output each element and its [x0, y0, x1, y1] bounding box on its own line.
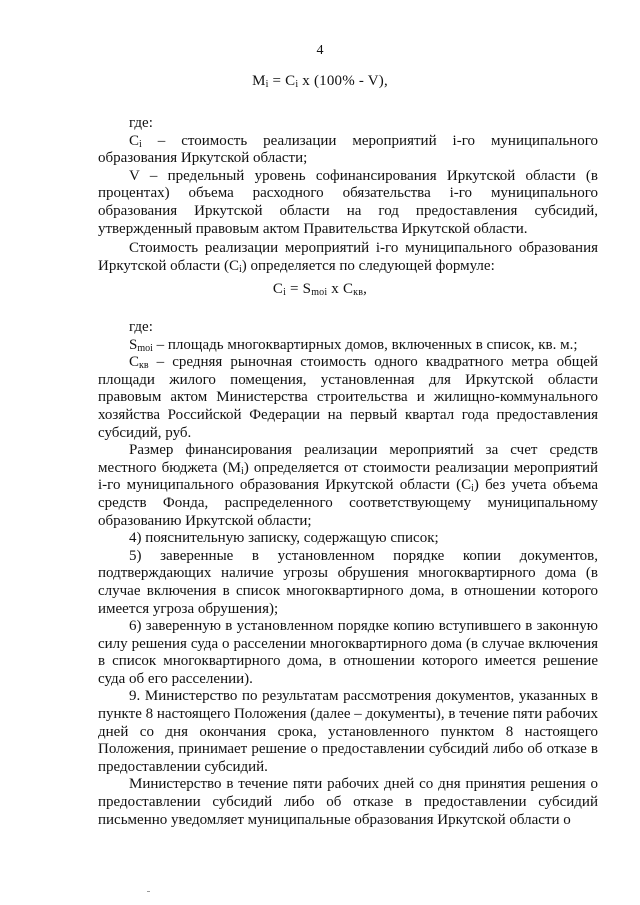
- definition-ci: [98, 133, 598, 168]
- formula-ci-lhs-sub: i: [283, 287, 287, 298]
- funding-sub-1: i: [241, 465, 244, 477]
- funding-text-3: ) без учета объема средств Фонда, распределенного соответствующему муниципальному образованию Иркутской области;: [98, 477, 598, 529]
- list-item-5: 5) заверенные в установленном порядке копии документов, подтверждающих наличие угрозы обрушения многоквартирного дома (в случае включения в список многоквартирного дома, в отношении которого имеется угроза обрушения);: [98, 547, 598, 617]
- definition-ci-symbol: C: [129, 132, 140, 149]
- where-block-1: [98, 115, 598, 275]
- formula-ci: [0, 281, 640, 298]
- definition-smoi-symbol: S: [129, 336, 138, 353]
- formula-ci-eq-sub: moi: [311, 287, 328, 298]
- definition-ci-text: – стоимость реализации мероприятий i-го муниципального образования Иркутской области;: [98, 132, 598, 167]
- formula-mi-lhs: M: [252, 73, 266, 89]
- formula-mi-eq-sub: i: [295, 79, 299, 90]
- where-label-1: где:: [129, 115, 153, 131]
- funding-paragraph: [98, 442, 598, 530]
- definition-ckv-sub: кв: [139, 360, 149, 372]
- formula-ci-mid-sub: кв: [353, 287, 364, 298]
- formula-ci-eq: = S: [286, 281, 312, 297]
- formula-mi-eq: = C: [268, 73, 296, 89]
- formula-mi-lhs-sub: i: [265, 79, 269, 90]
- paragraph-9: 9. Министерство по результатам рассмотрения документов, указанных в пункте 8 настоящего Положения (далее – документы), в течение пяти рабочих дней со дня окончания срока, установленного пунктом 8 настоящего Положения, принимает решение о предоставлении субсидий либо об отказе в предоставлении субсидий.: [98, 688, 598, 775]
- funding-text-1: Размер финансирования реализации мероприятий за счет средств местного бюджета (M: [98, 442, 598, 476]
- formula-ci-end: ,: [363, 281, 368, 297]
- where-label-2: где:: [129, 319, 153, 335]
- list-item-6: 6) заверенную в установленном порядке копию вступившего в законную силу решения суда о расселении многоквартирного дома (в случае включения в список многоквартирного дома, в отношении которого имеется решение суда об его расселении).: [98, 618, 598, 687]
- funding-sub-2: i: [471, 483, 474, 495]
- formula-mi: [0, 73, 640, 90]
- formula-ci-mid: x C: [327, 281, 354, 297]
- main-body: [98, 319, 598, 829]
- cost-paragraph-before: Стоимость реализации мероприятий i-го муниципального образования Иркутской области (C: [98, 240, 598, 274]
- formula-ci-lhs: C: [272, 281, 284, 297]
- definition-ci-sub: i: [139, 138, 142, 150]
- definition-v: V – предельный уровень софинансирования Иркутской области (в процентах) объема расходного обязательства i-го муниципального образования Иркутской области на год предоставления субсидий, утвержденный правовым актом Правительства Иркутской области.: [98, 167, 598, 237]
- definition-smoi: [98, 337, 598, 355]
- cost-paragraph: [98, 240, 598, 275]
- paragraph-notification: Министерство в течение пяти рабочих дней со дня принятия решения о предоставлении субсидий либо об отказе в предоставлении субсидий письменно уведомляет муниципальные образования Иркутской области о: [98, 776, 598, 828]
- definition-smoi-sub: moi: [137, 342, 153, 354]
- page-number: 4: [316, 43, 324, 58]
- definition-ckv-text: – средняя рыночная стоимость одного квадратного метра общей площади жилого помещения, установленная для Иркутской области правовым актом Министерства строительства и жилищно-коммунального хозяйства Российской Федерации на первый квартал года предоставления субсидий, руб.: [98, 354, 598, 441]
- scan-mark: [147, 891, 150, 892]
- definition-ckv: [98, 354, 598, 442]
- formula-mi-rest: x (100% - V),: [298, 73, 388, 89]
- cost-paragraph-after: ) определяется по следующей формуле:: [241, 257, 495, 274]
- cost-paragraph-sub: i: [239, 263, 242, 275]
- definition-smoi-text: – площадь многоквартирных домов, включенных в список, кв. м.;: [152, 336, 578, 353]
- list-item-4: 4) пояснительную записку, содержащую список;: [129, 530, 439, 547]
- definition-ckv-symbol: C: [129, 354, 140, 371]
- funding-text-2: ) определяется от стоимости реализации мероприятий i-го муниципального образования Иркутской области (C: [98, 459, 598, 494]
